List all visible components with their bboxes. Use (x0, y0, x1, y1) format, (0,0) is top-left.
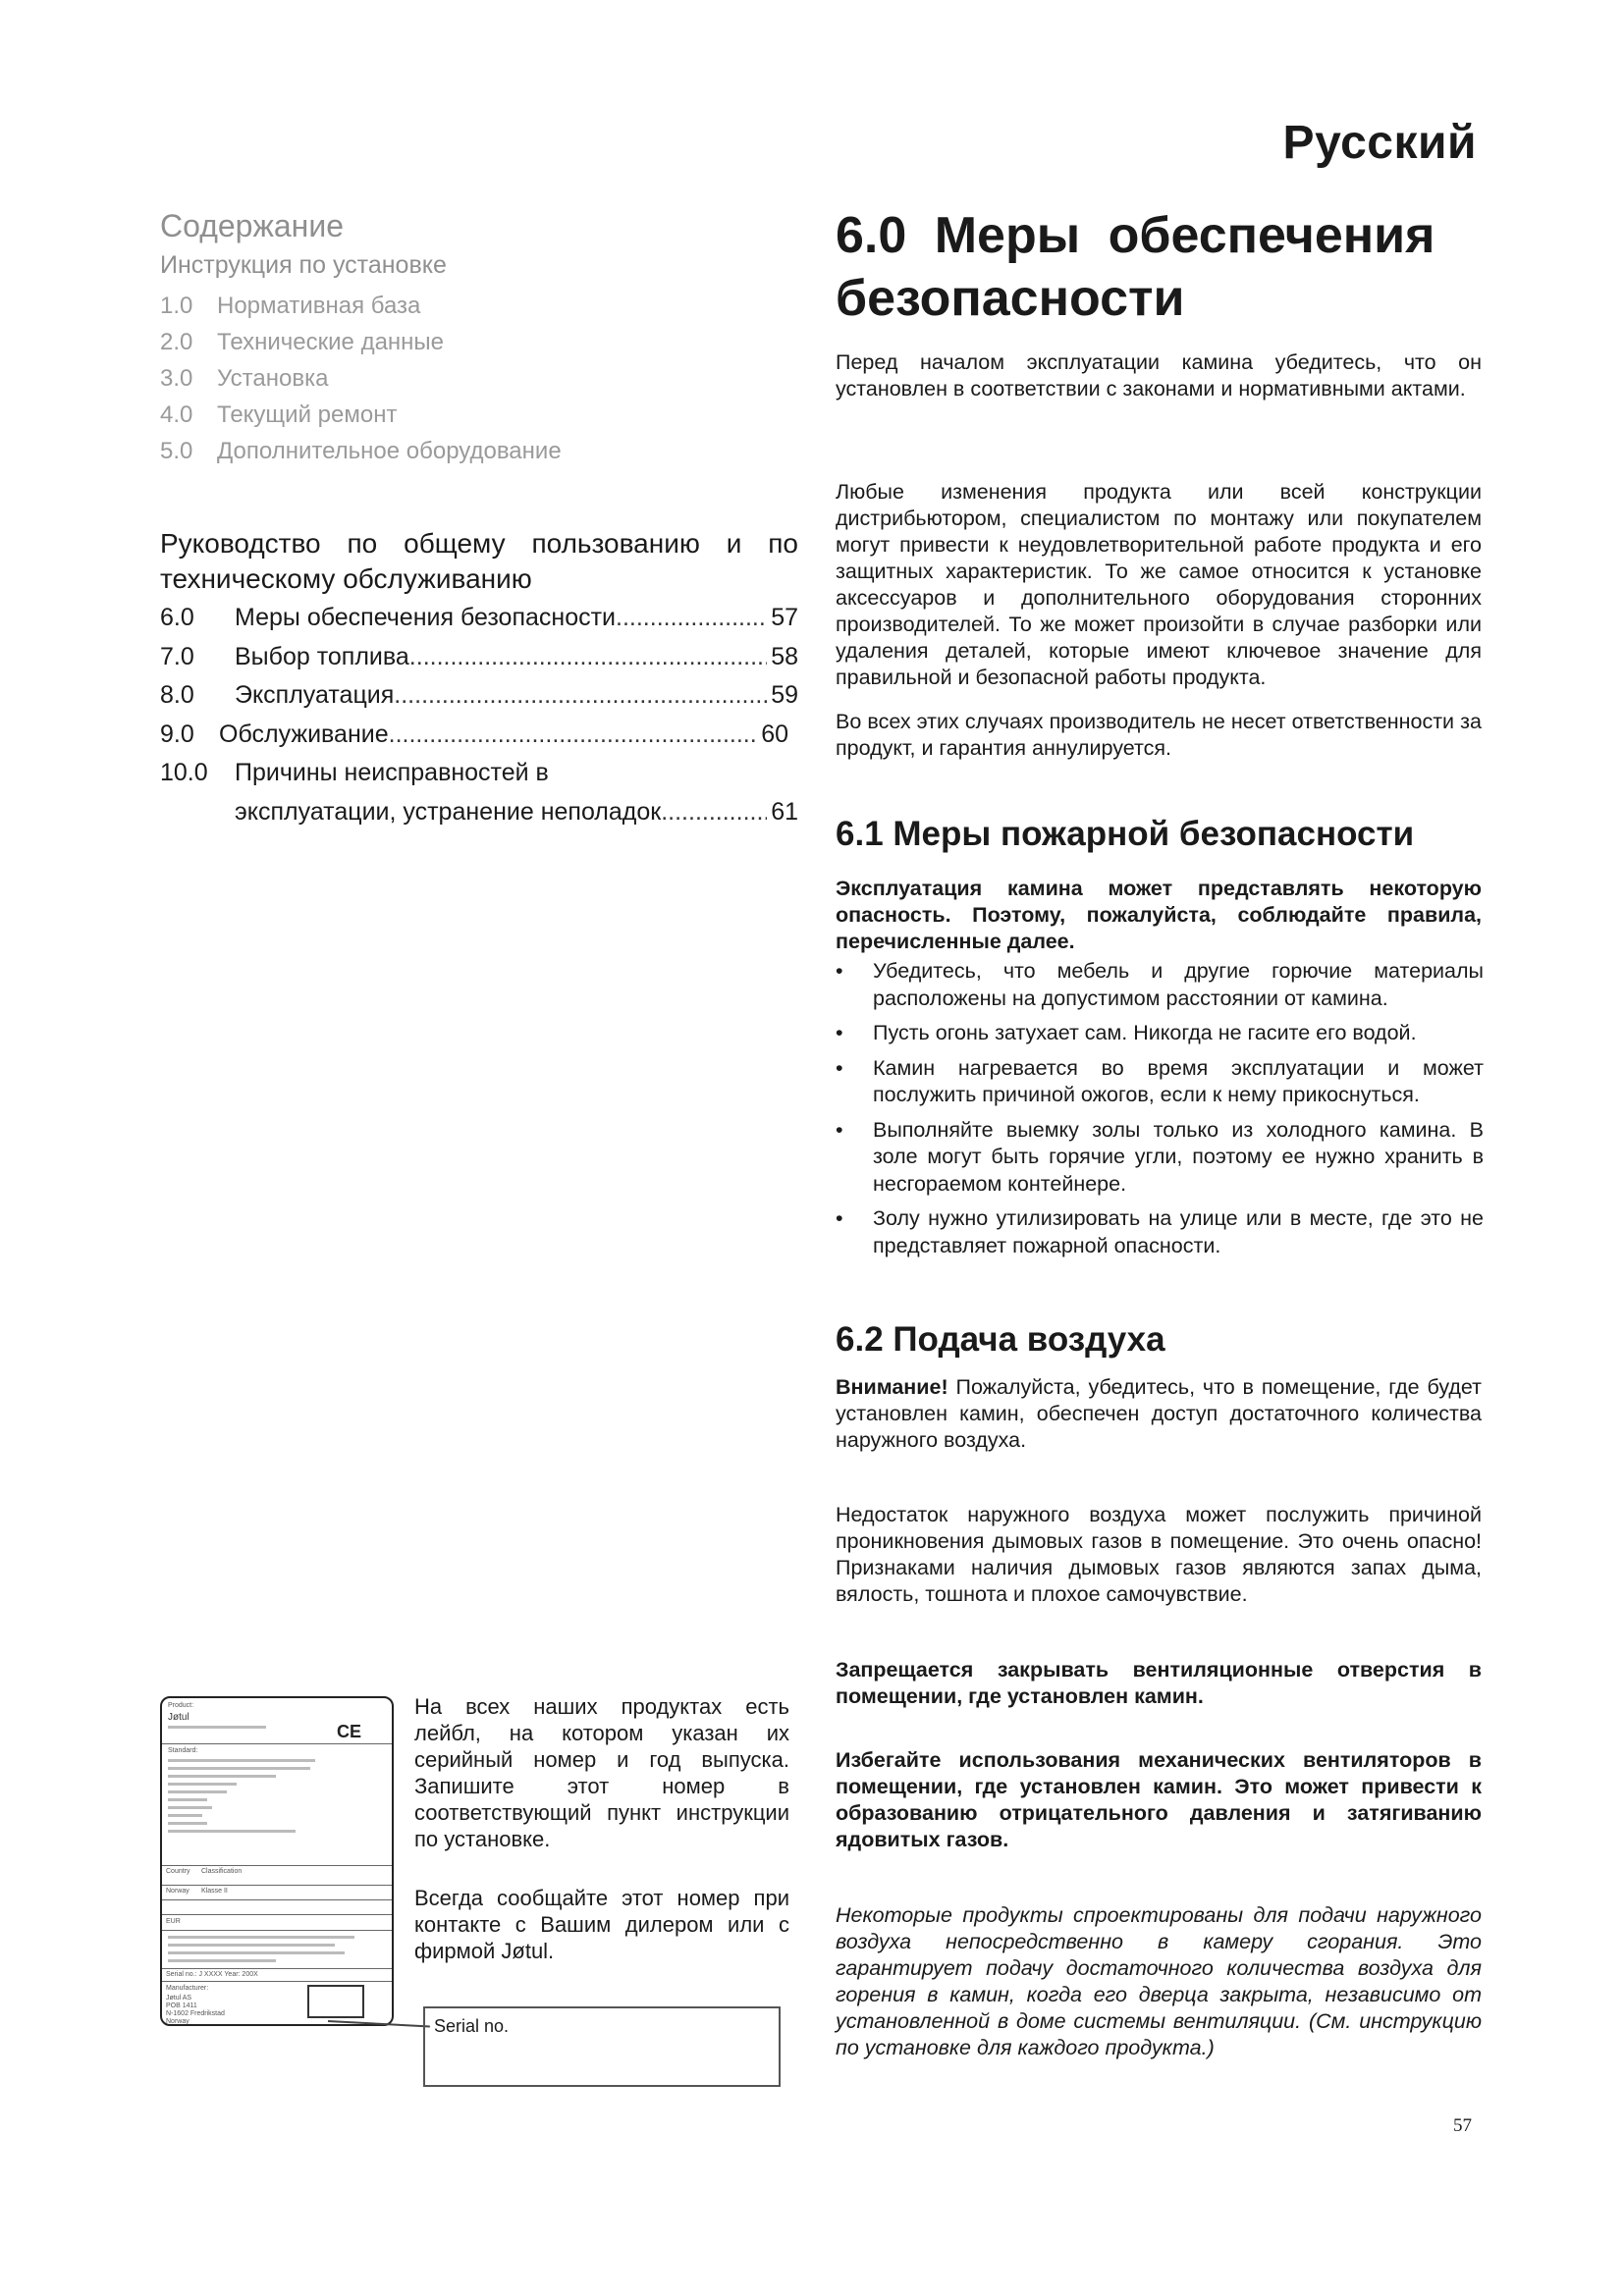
bullet-icon: • (836, 1055, 843, 1080)
toc-item-number: 9.0 (160, 720, 194, 748)
toc-item-page: 57 (771, 604, 798, 631)
toc-item (160, 360, 562, 397)
plate-country-norway: Norway (166, 1888, 189, 1895)
plate-text-line (168, 1798, 207, 1801)
toc-item (160, 324, 562, 360)
plate-maker: Jøtul AS (166, 1995, 192, 2002)
list-item (836, 958, 1484, 1012)
installation-toc-list (160, 288, 562, 469)
product-label-plate (160, 1696, 394, 2026)
plate-country-label: Country (166, 1868, 190, 1875)
section-6-0-title (836, 204, 1484, 330)
toc-item (160, 288, 562, 324)
list-item (836, 1205, 1484, 1259)
plate-text-line (168, 1959, 276, 1962)
plate-divider (162, 1930, 392, 1931)
list-item (836, 1055, 1484, 1109)
toc-item-label: Нормативная база (217, 293, 421, 319)
fire-safety-list (836, 958, 1484, 1267)
plate-text-line (168, 1775, 276, 1778)
plate-divider (162, 1885, 392, 1886)
air-warning-2: Избегайте использования механических вентиляторов в помещении, где установлен камин. Это может привести к образованию отрицательного давления и затягиванию ядовитых газов. (836, 1748, 1482, 1851)
section-6-2-title: 6.2 Подача воздуха (836, 1320, 1165, 1359)
toc-item-number: 8.0 (160, 681, 194, 709)
plate-divider (162, 1914, 392, 1915)
attention-text: Пожалуйста, убедитесь, что в помещение, где будет установлен камин, обеспечен доступ достаточного количества наружного воздуха. (836, 1375, 1482, 1452)
plate-class: Klasse II (201, 1888, 228, 1895)
toc-item-label: Выбор топлива (235, 642, 409, 670)
plate-text-line (168, 1759, 315, 1762)
user-guide-title-line1: Руководство по общему пользованию и по (160, 528, 798, 559)
toc-item (160, 638, 798, 677)
contents-title: Содержание (160, 208, 345, 243)
serial-number-label: Serial no. (434, 2016, 510, 2036)
toc-item-number: 10.0 (160, 759, 208, 786)
user-guide-toc-list (160, 599, 798, 831)
installation-guide-title: Инструкция по установке (160, 251, 447, 279)
bullet-icon: • (836, 1117, 843, 1142)
plate-city: N-1602 Fredrikstad (166, 2010, 225, 2017)
plate-barcode-box (307, 1985, 364, 2018)
toc-item (160, 793, 798, 832)
plate-text-line (168, 1726, 266, 1729)
plate-divider (162, 1968, 392, 1969)
plate-text-line (168, 1944, 335, 1947)
toc-item-number: 1.0 (160, 293, 193, 319)
toc-item-number: 2.0 (160, 329, 193, 355)
toc-item-label: эксплуатации, устранение неполадок (235, 797, 662, 826)
list-item-text: Золу нужно утилизировать на улице или в месте, где это не представляет пожарной опасности. (873, 1206, 1484, 1257)
toc-leader-dots (394, 676, 767, 716)
page-number: 57 (1453, 2115, 1472, 2136)
toc-leader-dots (389, 716, 758, 755)
toc-item-label: Дополнительное оборудование (217, 438, 562, 464)
plate-serial: Serial no.: J XXXX Year: 200X (166, 1971, 258, 1978)
fire-safety-intro: Эксплуатация камина может представлять некоторую опасность. Поэтому, пожалуйста, соблюдайте правила, перечисленные далее. (836, 877, 1482, 953)
plate-text-line (168, 1830, 296, 1833)
plate-text-line (168, 1806, 212, 1809)
plate-text-line (168, 1767, 310, 1770)
bullet-icon: • (836, 959, 843, 983)
plate-standard-label: Standard: (168, 1747, 198, 1754)
section-6-1-title: 6.1 Меры пожарной безопасности (836, 815, 1415, 853)
air-attention-paragraph (836, 1374, 1482, 1454)
plate-divider (162, 1865, 392, 1866)
air-warning-1: Запрещается закрывать вентиляционные отверстия в помещении, где установлен камин. (836, 1658, 1482, 1708)
toc-item-number: 4.0 (160, 401, 193, 428)
toc-leader-dots (616, 599, 767, 638)
list-item-text: Пусть огонь затухает сам. Никогда не гасите его водой. (873, 1021, 1417, 1044)
toc-item-page: 58 (771, 642, 798, 670)
toc-item (160, 433, 562, 469)
toc-item-number: 6.0 (160, 604, 194, 631)
list-item-text: Убедитесь, что мебель и другие горючие материалы расположены на допустимом расстоянии от камина. (873, 959, 1484, 1010)
toc-leader-dots (409, 638, 767, 677)
bullet-icon: • (836, 1021, 843, 1044)
plate-text-line (168, 1790, 227, 1793)
list-item-text: Выполняйте выемку золы только из холодного камина. В золе могут быть горячие угли, поэтому ее нужно хранить в несгораемом контейнере. (873, 1117, 1484, 1196)
label-info-paragraph: На всех наших продуктах есть лейбл, на котором указан их серийный номер и год выпуска. Запишите этот номер в соответствующий пункт инструкции по установке. (414, 1694, 789, 1851)
toc-item (160, 716, 788, 755)
toc-item (160, 397, 562, 433)
toc-item-number: 3.0 (160, 365, 193, 392)
plate-brand: Jøtul (168, 1712, 189, 1723)
plate-classification-label: Classification (201, 1868, 243, 1875)
plate-text-line (168, 1783, 237, 1786)
plate-text-line (168, 1951, 345, 1954)
list-item (836, 1020, 1484, 1047)
air-paragraph-2: Недостаток наружного воздуха может послужить причиной проникновения дымовых газов в помещение. Это очень опасно! Признаками наличия дымовых газов являются запах дыма, вялость, тошнота и плохое самочувствие. (836, 1503, 1482, 1606)
list-item-text: Камин нагревается во время эксплуатации и может послужить причиной ожогов, если к нему прикоснуться. (873, 1055, 1484, 1106)
bullet-icon: • (836, 1206, 843, 1230)
toc-item-page: 61 (771, 797, 798, 826)
ce-mark: CE (337, 1722, 362, 1741)
toc-item-label: Причины неисправностей в (235, 759, 549, 786)
section-title-line: 6.0 Меры обеспечения (836, 207, 1435, 264)
toc-item-label: Эксплуатация (235, 681, 395, 709)
toc-item-number (160, 793, 235, 832)
language-header: Русский (1282, 117, 1477, 169)
safety-paragraph-2: Любые изменения продукта или всей конструкции дистрибьютором, специалистом по монтажу или покупателем могут привести к неудовлетворительной работе продукта и его защитных характеристик. То же самое относится к установке аксессуаров и дополнительного оборудования сторонних производителей. То же может произойти в случае разборки или удаления деталей, которые имеют ключевое значение для правильной и безопасной работы продукта. (836, 480, 1482, 689)
toc-item-page: 60 (761, 720, 788, 748)
toc-item-page: 59 (771, 681, 798, 709)
user-guide-title-line2: техническому обслуживанию (160, 563, 532, 594)
toc-item-number: 5.0 (160, 438, 193, 464)
section-title-line: безопасности (836, 270, 1185, 327)
toc-item-label: Технические данные (217, 329, 445, 355)
plate-product-label: Product: (168, 1702, 194, 1709)
plate-text-line (168, 1936, 354, 1939)
plate-text-line (168, 1814, 202, 1817)
toc-item-label: Обслуживание (219, 720, 389, 748)
label-contact-paragraph: Всегда сообщайте этот номер при контакте с Вашим дилером или с фирмой Jøtul. (414, 1886, 789, 1963)
air-note: Некоторые продукты спроектированы для подачи наружного воздуха непосредственно в камеру сгорания. Это гарантирует подачу достаточного количества воздуха для горения в камин, когда его дверца закрыта, независимо от установленной в доме системы вентиляции. (См. инструкцию по установке для каждого продукта.) (836, 1903, 1482, 2059)
plate-text-line (168, 1822, 207, 1825)
toc-leader-dots (661, 793, 767, 832)
toc-item-label: Меры обеспечения безопасности (235, 604, 617, 631)
plate-pob: POB 1411 (166, 2002, 197, 2009)
plate-divider (162, 1743, 392, 1744)
toc-item-label: Установка (217, 365, 329, 392)
attention-label: Внимание! (836, 1375, 948, 1399)
toc-item-number: 7.0 (160, 642, 194, 670)
toc-item (160, 599, 798, 638)
safety-paragraph-3: Во всех этих случаях производитель не несет ответственности за продукт, и гарантия аннулируется. (836, 710, 1482, 760)
plate-manufacturer-label: Manufacturer: (166, 1985, 209, 1992)
toc-item-label: Текущий ремонт (217, 401, 398, 428)
plate-divider (162, 1899, 392, 1900)
safety-paragraph-1: Перед началом эксплуатации камина убедитесь, что он установлен в соответствии с законами и нормативными актами. (836, 350, 1482, 400)
toc-item (160, 676, 798, 716)
plate-divider (162, 1981, 392, 1982)
toc-item (160, 754, 798, 793)
plate-eur: EUR (166, 1918, 181, 1925)
list-item (836, 1117, 1484, 1199)
plate-nation: Norway (166, 2018, 189, 2025)
